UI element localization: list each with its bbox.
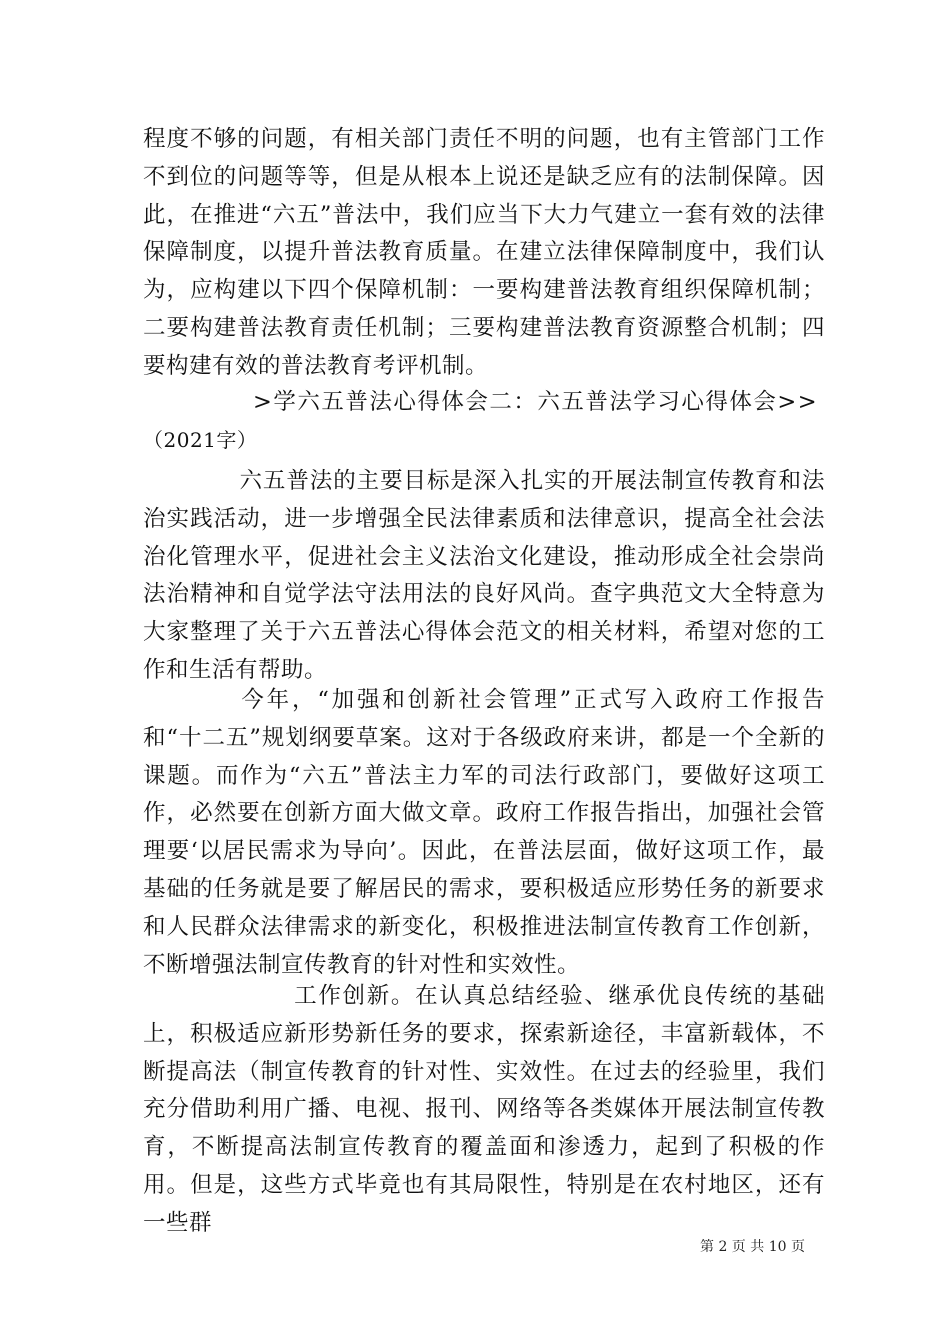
paragraph-text: 工作创新。在认真总结经验、继承优良传统的基础上，积极适应新形势新任务的要求，探索新途径，丰富新载体，不断提高法（制宣传教育的针对性、实效性。在过去的经验里，我们充分借助利用广播、电视、报刊、网络等各类媒体开展法制宣传教育，不断提高法制宣传教育的覆盖面和渗透力，起到了积极的作用。但是，这些方式毕竟也有其局限性，特别是在农村地区，还有一些群 <box>143 983 825 1236</box>
heading-word-count: （2021字） <box>143 427 258 452</box>
paragraph-continuation <box>143 121 825 386</box>
section-heading <box>143 384 825 460</box>
paragraph-intro <box>143 463 825 690</box>
paragraph-social-management <box>143 682 825 984</box>
paragraph-text: 今年，“加强和创新社会管理”正式写入政府工作报告和“十二五”规划纲要草案。这对于各级政府来讲，都是一个全新的课题。而作为“六五”普法主力军的司法行政部门，要做好这项工作，必然要在创新方面大做文章。政府工作报告指出，加强社会管理要‘以居民需求为导向’。因此，在普法层面，做好这项工作，最基础的任务就是要了解居民的需求，要积极适应形势任务的新要求和人民群众法律需求的新变化，积极推进法制宣传教育工作创新，不断增强法制宣传教育的针对性和实效性。 <box>143 687 825 978</box>
paragraph-text: 程度不够的问题，有相关部门责任不明的问题，也有主管部门工作不到位的问题等等，但是从根本上说还是缺乏应有的法制保障。因此，在推进“六五”普法中，我们应当下大力气建立一套有效的法律保障制度，以提升普法教育质量。在建立法律保障制度中，我们认为，应构建以下四个保障机制：一要构建普法教育组织保障机制；二要构建普法教育责任机制；三要构建普法教育资源整合机制；四要构建有效的普法教育考评机制。 <box>143 126 825 379</box>
paragraph-text: 六五普法的主要目标是深入扎实的开展法制宣传教育和法治实践活动，进一步增强全民法律素质和法律意识，提高全社会法治化管理水平，促进社会主义法治文化建设，推动形成全社会崇尚法治精神和自觉学法守法用法的良好风尚。查字典范文大全特意为大家整理了关于六五普法心得体会范文的相关材料，希望对您的工作和生活有帮助。 <box>143 468 825 683</box>
page-number: 第 2 页 共 10 页 <box>700 1239 805 1255</box>
paragraph-work-innovation <box>143 978 825 1243</box>
heading-title: >学六五普法心得体会二：六五普法学习心得体会>> <box>253 389 819 415</box>
